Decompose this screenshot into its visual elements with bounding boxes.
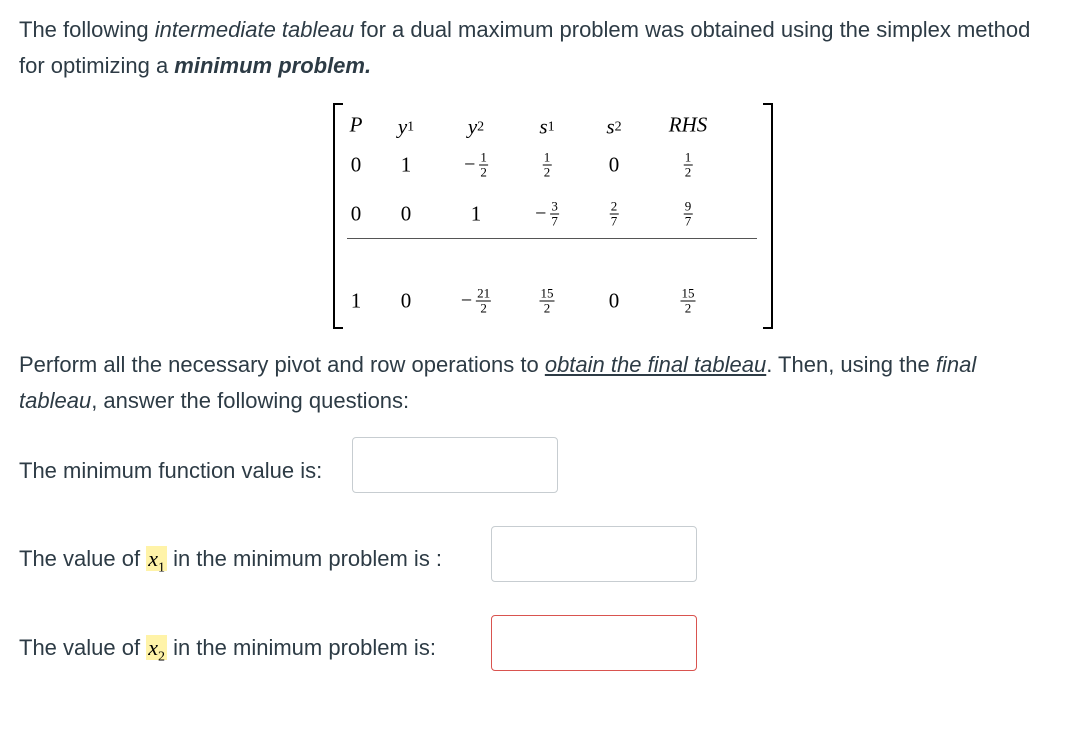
question-x1: The value of $x_1$ in the minimum problem is : xyxy=(19,546,443,576)
r2-s2: $\frac{2}{7}$ xyxy=(610,198,618,229)
question-min-value: The minimum function value is: xyxy=(19,458,323,483)
left-bracket xyxy=(333,103,343,329)
header-s2: s 2 xyxy=(606,114,622,139)
tableau-divider xyxy=(347,238,757,239)
r2-rhs: $\frac{9}{7}$ xyxy=(684,198,692,229)
header-s1: s 1 xyxy=(539,114,555,139)
problem-intro xyxy=(19,12,1059,84)
right-bracket xyxy=(763,103,773,329)
intro-text: The following xyxy=(19,17,155,42)
simplex-tableau xyxy=(333,103,773,328)
r2-y1: 0 xyxy=(400,201,412,226)
intro-text-2: for a dual maximum problem was obtained using the simplex method for optimizing a xyxy=(19,17,1031,78)
header-rhs: RHS xyxy=(668,112,708,137)
header-y1: y 1 xyxy=(397,114,415,139)
final-tableau-link-text: obtain the final tableau xyxy=(544,352,767,377)
question-x2: The value of $x_2$ in the minimum problem is: xyxy=(19,635,436,665)
r2-p: 0 xyxy=(350,201,362,226)
r2-s1: − $\frac{3}{7}$ xyxy=(535,198,558,229)
header-y2: y 2 xyxy=(467,114,485,139)
min-value-input[interactable] xyxy=(352,437,558,493)
x1-value-input[interactable] xyxy=(491,526,697,582)
x1-variable: $x_1$ xyxy=(148,546,165,576)
header-p: P xyxy=(349,112,363,137)
x2-value-input[interactable] xyxy=(491,615,697,671)
r1-s1: $\frac{1}{2}$ xyxy=(543,149,551,180)
r3-y1: 0 xyxy=(400,288,412,313)
r1-rhs: $\frac{1}{2}$ xyxy=(684,149,692,180)
r3-p: 1 xyxy=(350,288,362,313)
intro-bold: minimum problem. xyxy=(174,53,372,78)
r1-y1: 1 xyxy=(400,152,412,177)
r1-s2: 0 xyxy=(608,152,620,177)
r3-s1: $\frac{15}{2}$ xyxy=(540,285,554,316)
x2-variable: $x_2$ xyxy=(148,635,165,665)
r3-rhs: $\frac{15}{2}$ xyxy=(681,285,695,316)
r1-p: 0 xyxy=(350,152,362,177)
r2-y2: 1 xyxy=(470,201,482,226)
r1-y2: − $\frac{1}{2}$ xyxy=(464,149,487,180)
r3-s2: 0 xyxy=(608,288,620,313)
instructions: Perform all the necessary pivot and row operations to obtain the final tableau. Then, using the final tableau, answer the following questions: xyxy=(19,352,977,413)
r3-y2: − $\frac{21}{2}$ xyxy=(460,285,491,316)
intro-emphasis: intermediate tableau xyxy=(154,17,355,42)
